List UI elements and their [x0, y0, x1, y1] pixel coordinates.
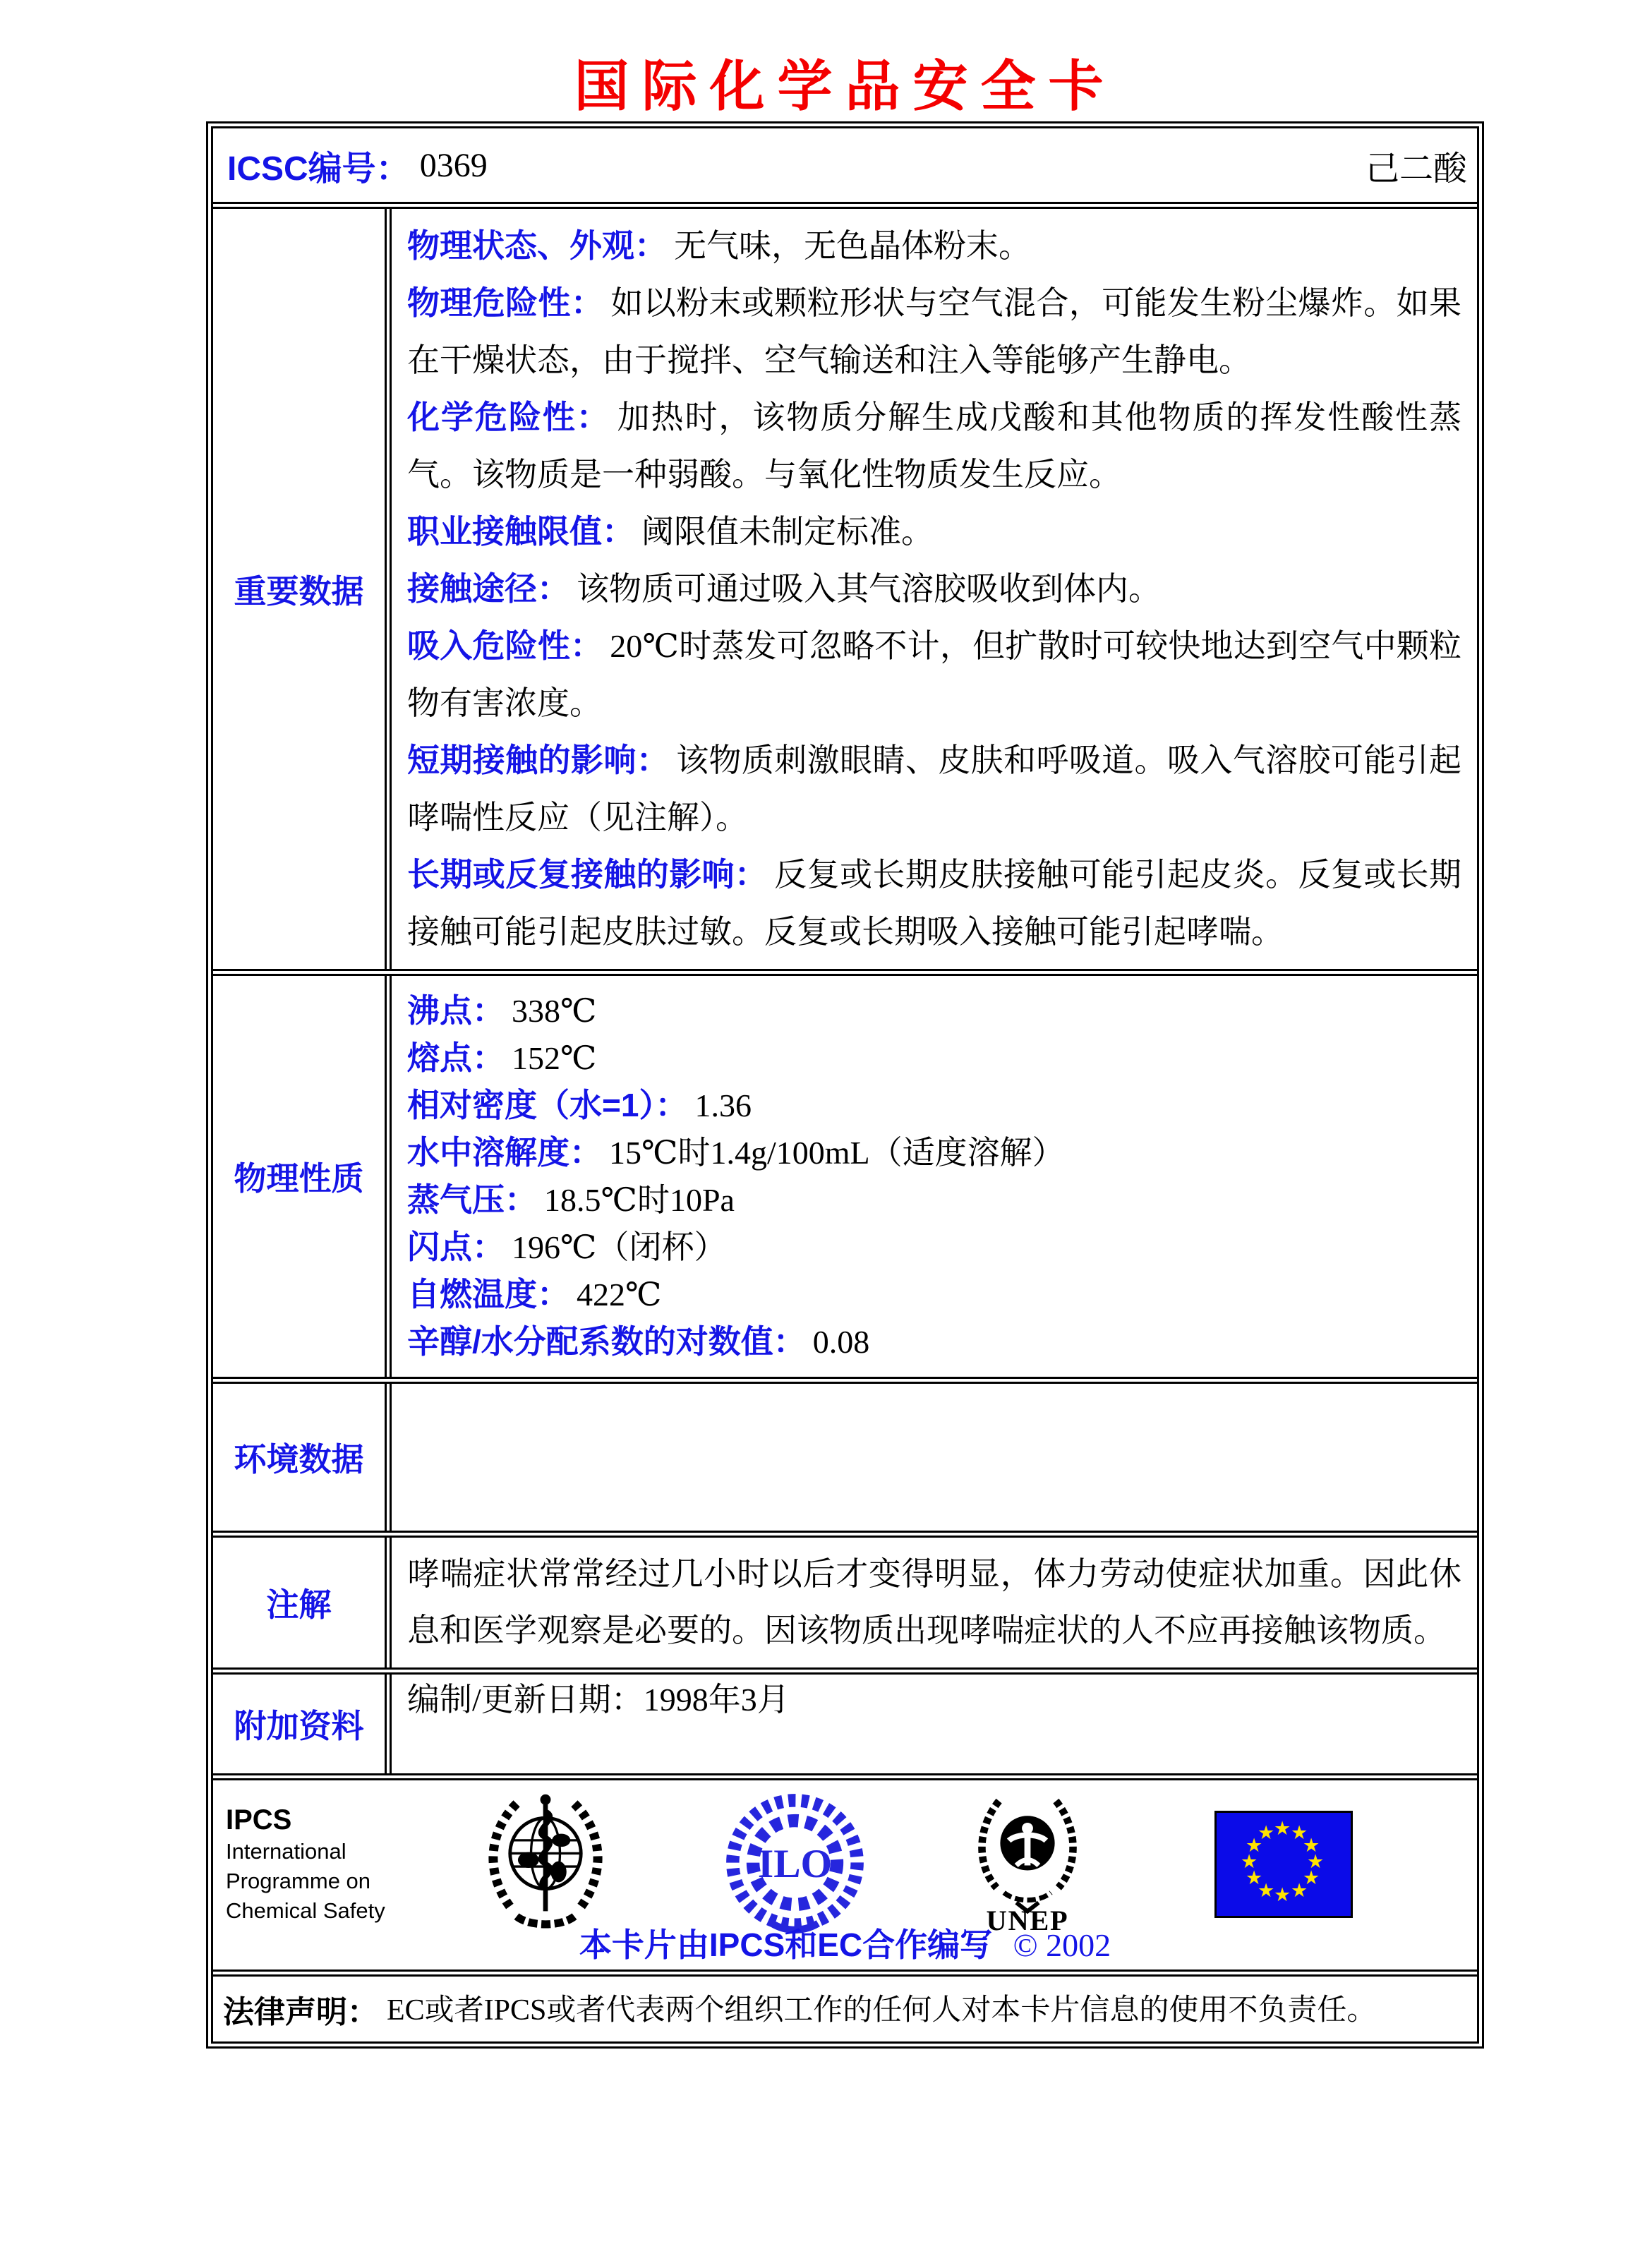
field-label: 短期接触的影响： — [407, 742, 670, 778]
section-label-text: 物理性质 — [234, 1160, 364, 1197]
field-value: 0.08 — [812, 1324, 870, 1360]
who-logo-icon — [480, 1790, 611, 1938]
ipcs-line: Chemical Safety — [226, 1898, 385, 1923]
eu-star: ★ — [1291, 1822, 1308, 1844]
data-item — [407, 732, 1461, 846]
property-line — [407, 1176, 1461, 1224]
eu-star: ★ — [1258, 1822, 1275, 1844]
field-value: 如以粉末或颗粒形状与空气混合，可能发生粉尘爆炸。如果在干燥状态，由于搅拌、空气输送和注入等能够产生静电。 — [407, 285, 1462, 378]
svg-text:ILO: ILO — [757, 1842, 833, 1886]
cooperation-caption-text: 本卡片由IPCS和EC合作编写 — [579, 1926, 993, 1963]
data-item — [407, 617, 1461, 732]
cooperation-caption — [213, 1926, 1477, 1964]
ipcs-text-block — [226, 1803, 402, 1926]
notes-text: 哮喘症状常常经过几小时以后才变得明显，体力劳动使症状加重。因此休息和医学观察是必要的。因该物质出现哮喘症状的人不应再接触该物质。 — [407, 1556, 1461, 1648]
field-label: 长期或反复接触的影响： — [407, 856, 768, 893]
field-label: 辛醇/水分配系数的对数值： — [407, 1323, 806, 1360]
data-item — [407, 846, 1461, 960]
eu-star: ★ — [1303, 1835, 1320, 1857]
data-item — [407, 503, 1461, 560]
eu-star: ★ — [1241, 1851, 1258, 1873]
environmental-data-section — [213, 1377, 1477, 1531]
environmental-data-content — [392, 1384, 1477, 1531]
section-label-notes — [213, 1538, 392, 1667]
eu-star: ★ — [1303, 1867, 1320, 1889]
ipcs-acronym: IPCS — [226, 1804, 292, 1835]
safety-card-table — [206, 121, 1484, 2049]
field-value: 422℃ — [577, 1277, 662, 1313]
field-label: 蒸气压： — [407, 1181, 537, 1218]
field-value: 20℃时蒸发可忽略不计，但扩散时可较快地达到空气中颗粒物有害浓度。 — [407, 628, 1461, 721]
organizations-footer — [213, 1773, 1477, 1970]
notes-content — [392, 1538, 1477, 1667]
icsc-header-row — [213, 128, 1477, 202]
important-data-content — [392, 209, 1477, 969]
field-label: 闪点： — [407, 1229, 505, 1265]
eu-star: ★ — [1274, 1884, 1291, 1906]
field-label: 化学危险性： — [407, 399, 610, 435]
property-line — [407, 1129, 1461, 1176]
field-value: 反复或长期皮肤接触可能引起皮炎。反复或长期接触可能引起皮肤过敏。反复或长期吸入接触可能引起哮喘。 — [407, 857, 1462, 950]
field-label: 物理危险性： — [407, 284, 604, 321]
data-item — [407, 389, 1461, 503]
section-label-important-data — [213, 209, 392, 969]
section-label-text: 注解 — [266, 1586, 332, 1623]
section-label-text: 附加资料 — [234, 1708, 364, 1744]
field-value: 该物质可通过吸入其气溶胶吸收到体内。 — [577, 571, 1161, 607]
field-label: 相对密度（水=1）： — [407, 1087, 688, 1123]
field-label: 接触途径： — [407, 570, 569, 607]
field-value: 该物质刺激眼睛、皮肤和呼吸道。吸入气溶胶可能引起哮喘性反应（见注解）。 — [407, 742, 1462, 836]
field-label: 沸点： — [407, 992, 505, 1029]
field-value: 无气味，无色晶体粉末。 — [674, 228, 1031, 264]
eu-star: ★ — [1291, 1880, 1308, 1902]
property-line — [407, 1035, 1461, 1082]
legal-disclaimer-row — [213, 1970, 1477, 2041]
eu-star: ★ — [1258, 1880, 1275, 1902]
data-item — [407, 217, 1461, 275]
section-label-physical-properties — [213, 976, 392, 1377]
eu-star: ★ — [1246, 1835, 1263, 1857]
svg-text:UNEP: UNEP — [986, 1904, 1069, 1934]
field-value: 338℃ — [512, 993, 597, 1029]
field-value: 152℃ — [512, 1040, 597, 1076]
eu-star: ★ — [1274, 1818, 1291, 1840]
section-label-text: 环境数据 — [234, 1441, 364, 1478]
legal-text: EC或者IPCS或者代表两个组织工作的任何人对本卡片信息的使用不负责任。 — [387, 1994, 1377, 2027]
ipcs-line: International — [226, 1839, 346, 1864]
field-label: 水中溶解度： — [407, 1134, 602, 1171]
physical-properties-content — [392, 976, 1477, 1377]
ilo-logo-icon — [723, 1790, 867, 1938]
field-label: 自燃温度： — [407, 1276, 569, 1313]
section-label-additional-info — [213, 1675, 392, 1773]
section-label-text: 重要数据 — [234, 572, 364, 610]
eu-flag-icon — [1214, 1811, 1353, 1918]
important-data-section — [213, 202, 1477, 969]
field-label: 物理状态、外观： — [407, 227, 667, 264]
eu-star: ★ — [1246, 1867, 1263, 1889]
field-value: 18.5℃时10Pa — [544, 1182, 735, 1218]
field-value: 1.36 — [694, 1087, 752, 1123]
additional-info-section — [213, 1667, 1477, 1773]
icsc-number-label: ICSC编号： — [227, 150, 410, 188]
chemical-name: 己二酸 — [1365, 150, 1467, 188]
ipcs-line: Programme on — [226, 1869, 371, 1893]
notes-section — [213, 1531, 1477, 1667]
data-item — [407, 275, 1461, 389]
eu-star: ★ — [1307, 1851, 1325, 1873]
legal-label: 法律声明： — [223, 1995, 378, 2029]
field-label: 吸入危险性： — [407, 627, 603, 664]
physical-properties-section — [213, 969, 1477, 1377]
additional-info-content — [392, 1675, 1477, 1773]
field-label: 熔点： — [407, 1039, 505, 1076]
property-line — [407, 1224, 1461, 1271]
property-line — [407, 1318, 1461, 1365]
copyright-year: © 2002 — [1013, 1927, 1111, 1963]
field-value: 15℃时1.4g/100mL（适度溶解） — [609, 1135, 1065, 1171]
data-item — [407, 560, 1461, 617]
field-value: 阈限值未制定标准。 — [641, 514, 934, 550]
property-line — [407, 1271, 1461, 1318]
icsc-number-value: 0369 — [419, 146, 488, 184]
property-line — [407, 1082, 1461, 1129]
revision-date-text: 编制/更新日期：1998年3月 — [407, 1682, 790, 1718]
section-label-environmental-data — [213, 1384, 392, 1531]
field-value: 加热时，该物质分解生成戊酸和其他物质的挥发性酸性蒸气。该物质是一种弱酸。与氧化性物质发生反应。 — [407, 399, 1462, 493]
unep-logo-icon — [972, 1792, 1083, 1937]
page-title: 国际化学品安全卡 — [574, 55, 1116, 117]
field-label: 职业接触限值： — [407, 513, 634, 550]
field-value: 196℃（闭杯） — [512, 1229, 727, 1265]
logo-strip — [213, 1790, 1477, 1938]
property-line — [407, 987, 1461, 1035]
